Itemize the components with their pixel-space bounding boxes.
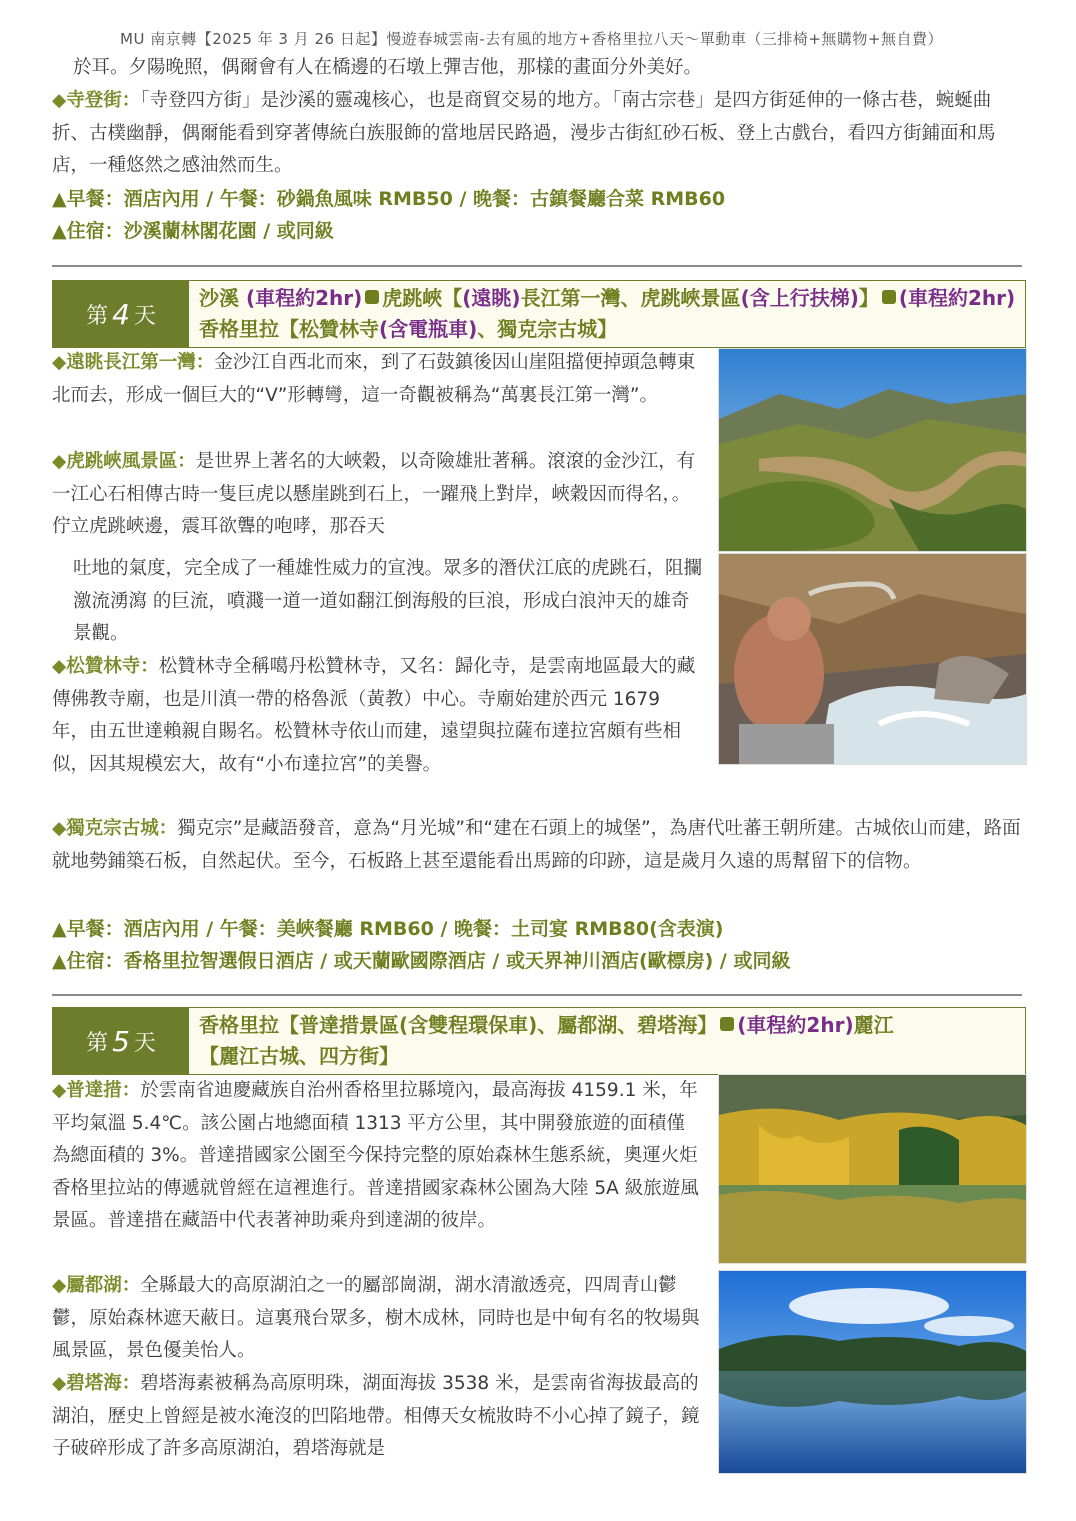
day-prefix: 第 xyxy=(86,1030,109,1056)
dukezong-text: 獨克宗”是藏語發音，意為“月光城”和“建在石頭上的城堡”，為唐代吐蕃王朝所建。古城依山而建，路面就地勢鋪築石板，自然起伏。至今，石板路上甚至還能看出馬蹄的印跡，這是歲月久遠的馬幫留下的信物。 xyxy=(52,818,1021,872)
day4-label xyxy=(53,281,189,347)
siteng-text: 「寺登四方街」是沙溪的靈魂核心，也是商貿交易的地方。「南古宗巷」是四方街延伸的一條古巷，蜿蜒曲折、古樸幽靜，偶爾能看到穿著傳統白族服飾的當地居民路過，漫步古街紅砂石板、登上古戲台，看四方街鋪面和馬店，一種悠然之感油然而生。 xyxy=(52,90,996,176)
title-part: 、屬都湖、碧塔海】 xyxy=(537,1013,718,1037)
title-part: (車程約2hr) xyxy=(898,286,1016,310)
divider xyxy=(52,265,1022,267)
songzanlin-text: 松贊林寺全稱噶丹松贊林寺，又名：歸化寺，是雲南地區最大的藏傳佛教寺廟，也是川滇一帶的格魯派（黃教）中心。寺廟始建於西元 1679 年，由五世達賴親自賜名。松贊林寺依山而建，遠望與拉薩布達拉宮頗有些相似，因其規模宏大，故有“小布達拉宮”的美譽。 xyxy=(52,656,696,775)
day-suffix: 天 xyxy=(133,1030,156,1056)
siteng-section xyxy=(52,85,1027,183)
shudu-lake-lead: ◆屬都湖： xyxy=(52,1275,141,1296)
first-bend-text: 金沙江自西北而來，到了石鼓鎮後因山崖阻擋便掉頭急轉東北而去，形成一個巨大的“V”形轉彎，這一奇觀被稱為“萬裏長江第一灣”。 xyxy=(52,352,696,406)
day4-stay: ▲住宿：香格里拉智選假日酒店 / 或天蘭歐國際酒店 / 或天界神川酒店(歐標房) / 或同級 xyxy=(52,950,791,972)
day-suffix: 天 xyxy=(133,303,156,329)
bus-icon xyxy=(365,290,379,304)
tiger-gorge-lead: ◆虎跳峽風景區： xyxy=(52,451,196,472)
day4-title xyxy=(199,283,1017,345)
songzanlin-section xyxy=(52,651,702,781)
dukezong-lead: ◆獨克宗古城： xyxy=(52,818,178,839)
pudacuo-lead: ◆普達措： xyxy=(52,1080,141,1101)
pudacuo-photo xyxy=(718,1074,1027,1264)
tiger-gorge-text-2: 吐地的氣度，完全成了一種雄性威力的宣洩。眾多的潛伏江底的虎跳石，阻攔激流湧瀉 的巨流，噴濺一道一道如翻江倒海般的巨浪，形成白浪沖天的雄奇景觀。 xyxy=(73,558,703,644)
day3-stay: ▲住宿：沙溪蘭林閣花園 / 或同級 xyxy=(52,220,334,242)
title-part: (車程約2hr) xyxy=(737,1013,854,1037)
bus-icon xyxy=(720,1017,734,1031)
day5-label xyxy=(53,1008,189,1074)
title-part: (含上行扶梯) xyxy=(740,286,859,310)
title-part: 、獨克宗古城】 xyxy=(477,317,618,341)
shudu-lake-text: 全縣最大的高原湖泊之一的屬部崗湖，湖水清澈透亮，四周青山鬱鬱，原始森林遮天蔽日。這裏飛台眾多，樹木成林，同時也是中甸有名的牧場與風景區，景色優美怡人。 xyxy=(52,1275,700,1361)
day5-header xyxy=(52,1007,1026,1075)
day3-meals: ▲早餐：酒店內用 / 午餐：砂鍋魚風味 RMB50 / 晚餐：古鎮餐廳合菜 RMB60 xyxy=(52,188,726,210)
day-number: 5 xyxy=(112,1024,130,1058)
shaxi-continuation: 於耳。夕陽晚照，偶爾會有人在橋邊的石墩上彈吉他，那樣的畫面分外美好。 xyxy=(73,57,703,78)
title-part: 長江第一灣、虎跳峽景區 xyxy=(520,286,741,310)
bita-lake-text: 碧塔海素被稱為高原明珠，湖面海拔 3538 米，是雲南省海拔最高的湖泊，歷史上曾經是被水淹沒的凹陷地帶。相傳天女梳妝時不小心掉了鏡子，鏡子破碎形成了許多高原湖泊，碧塔海就是 xyxy=(52,1373,700,1459)
shudu-lake-section xyxy=(52,1270,702,1368)
title-part: 香格里拉【普達措景區 xyxy=(199,1013,399,1037)
day4-meals: ▲早餐：酒店內用 / 午餐：美峽餐廳 RMB60 / 晚餐：土司宴 RMB80(含表演) xyxy=(52,918,724,940)
lake-photo xyxy=(718,1270,1027,1474)
title-part: 【麗江古城、四方街】 xyxy=(199,1044,399,1068)
first-bend-lead: ◆遠眺長江第一灣： xyxy=(52,352,215,373)
siteng-lead: ◆寺登街： xyxy=(52,90,141,111)
pudacuo-text: 於雲南省迪慶藏族自治州香格里拉縣境內，最高海拔 4159.1 米，年平均氣溫 5.4℃。該公園占地總面積 1313 平方公里，其中開發旅遊的面積僅為總面積的 3%。普達措國家公園至今保持完整的原始森林生態系統，奧運火炬香格里拉站的傳遞就曾經在這裡進行。普達措國家森林公園為大陸 5A 級旅遊風景區。普達措在藏語中代表著神助乘舟到達湖的彼岸。 xyxy=(52,1080,699,1231)
title-part: (車程約2hr) xyxy=(245,286,363,310)
day-number: 4 xyxy=(112,297,130,331)
day5-title xyxy=(199,1010,1017,1072)
title-part: 虎跳峽【 xyxy=(382,286,463,310)
yangtze-first-bend-photo xyxy=(718,348,1027,552)
bus-icon xyxy=(882,290,896,304)
title-part: 麗江 xyxy=(853,1013,894,1037)
day4-header xyxy=(52,280,1026,348)
page-header: MU 南京轉【2025 年 3 月 26 日起】慢遊春城雲南-去有風的地方+香格里拉八天～單動車（三排椅+無購物+無自費） xyxy=(120,30,943,48)
tiger-leaping-gorge-photo xyxy=(718,553,1027,765)
dukezong-section xyxy=(52,813,1027,878)
songzanlin-lead: ◆松贊林寺： xyxy=(52,656,159,677)
title-part: 】 xyxy=(858,286,879,310)
title-part: 沙溪 xyxy=(199,286,246,310)
bita-lake-section xyxy=(52,1368,702,1466)
bita-lake-lead: ◆碧塔海： xyxy=(52,1373,141,1394)
title-part: 香格里拉【松贊林寺 xyxy=(199,317,379,341)
tiger-gorge-section xyxy=(52,446,702,544)
day-prefix: 第 xyxy=(86,303,109,329)
title-part: (含雙程環保車) xyxy=(399,1013,538,1037)
divider xyxy=(52,994,1022,996)
title-part: (含電瓶車) xyxy=(379,317,478,341)
pudacuo-section xyxy=(52,1075,702,1238)
tiger-gorge-text: 是世界上著名的大峽穀，以奇險雄壯著稱。滾滾的金沙江，有一江心石相傳古時一隻巨虎以懸崖跳到石上，一躍飛上對岸，峽穀因而得名，。佇立虎跳峽邊，震耳欲聾的咆哮，那吞天 xyxy=(52,451,696,537)
title-part: (遠眺) xyxy=(462,286,521,310)
first-bend-section xyxy=(52,347,702,412)
